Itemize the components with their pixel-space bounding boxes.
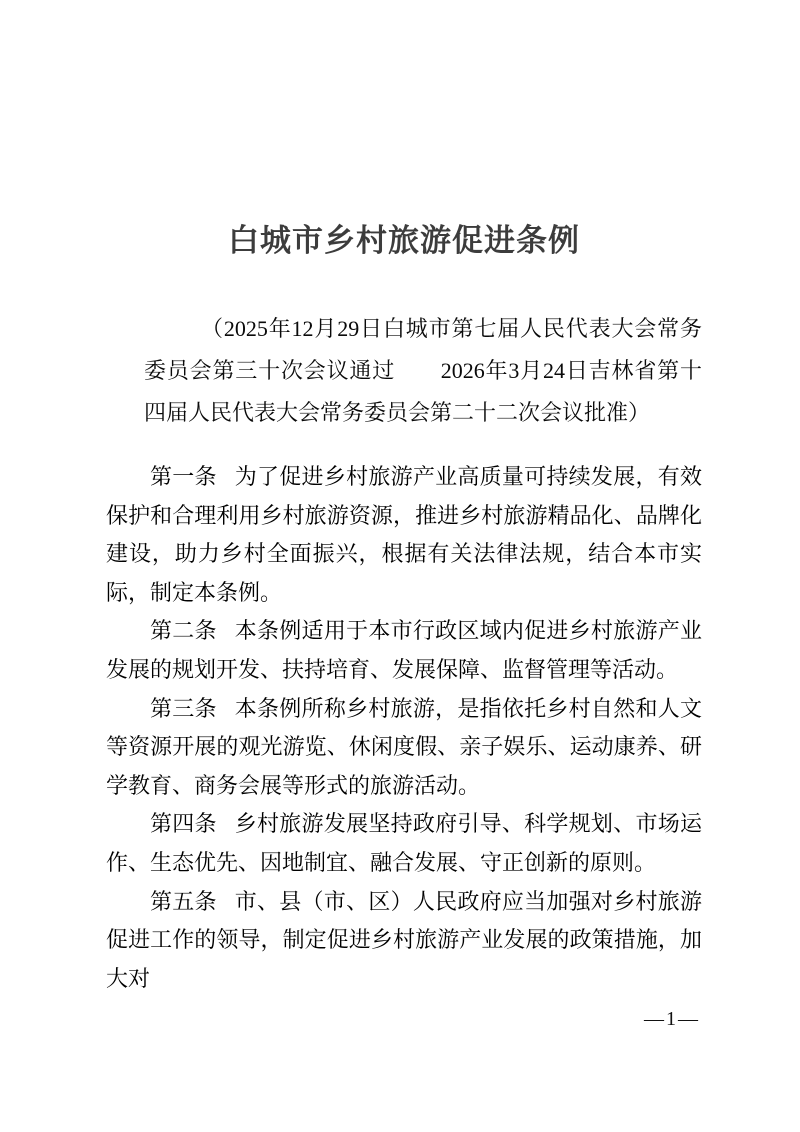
- article-3-text: 本条例所称乡村旅游，是指依托乡村自然和人文等资源开展的观光游览、休闲度假、亲子娱乐、运动康养、研学教育、商务会展等形式的旅游活动。: [106, 695, 702, 798]
- article-2: [106, 612, 702, 689]
- article-1-label: 第一条: [150, 464, 217, 489]
- article-2-label: 第二条: [150, 618, 217, 644]
- article-5-text: 市、县（市、区）人民政府应当加强对乡村旅游促进工作的领导，制定促进乡村旅游产业发展的政策措施，加大对: [106, 888, 702, 991]
- article-4-text: 乡村旅游发展坚持政府引导、科学规划、市场运作、生态优先、因地制宜、融合发展、守正创新的原则。: [106, 811, 702, 875]
- article-1-text: 为了促进乡村旅游产业高质量可持续发展，有效保护和合理利用乡村旅游资源，推进乡村旅游精品化、品牌化建设，助力乡村全面振兴，根据有关法律法规，结合本市实际，制定本条例。: [106, 464, 702, 605]
- document-content: [0, 222, 800, 998]
- article-1: [106, 458, 702, 612]
- article-3: [106, 690, 702, 806]
- article-3-label: 第三条: [150, 695, 217, 721]
- article-5: [106, 883, 702, 999]
- document-body: [106, 458, 702, 998]
- enactment-note: （2025年12月29日白城市第七届人民代表大会常务委员会第三十次会议通过 2026年3月24日吉林省第十四届人民代表大会常务委员会第二十二次会议批准）: [144, 316, 702, 425]
- page-title: 白城市乡村旅游促进条例: [228, 223, 580, 258]
- page-number: —1—: [644, 1008, 700, 1030]
- article-4-label: 第四条: [150, 811, 217, 837]
- article-2-text: 本条例适用于本市行政区域内促进乡村旅游产业发展的规划开发、扶持培育、发展保障、监督管理等活动。: [106, 618, 702, 682]
- article-5-label: 第五条: [150, 888, 217, 914]
- article-4: [106, 805, 702, 882]
